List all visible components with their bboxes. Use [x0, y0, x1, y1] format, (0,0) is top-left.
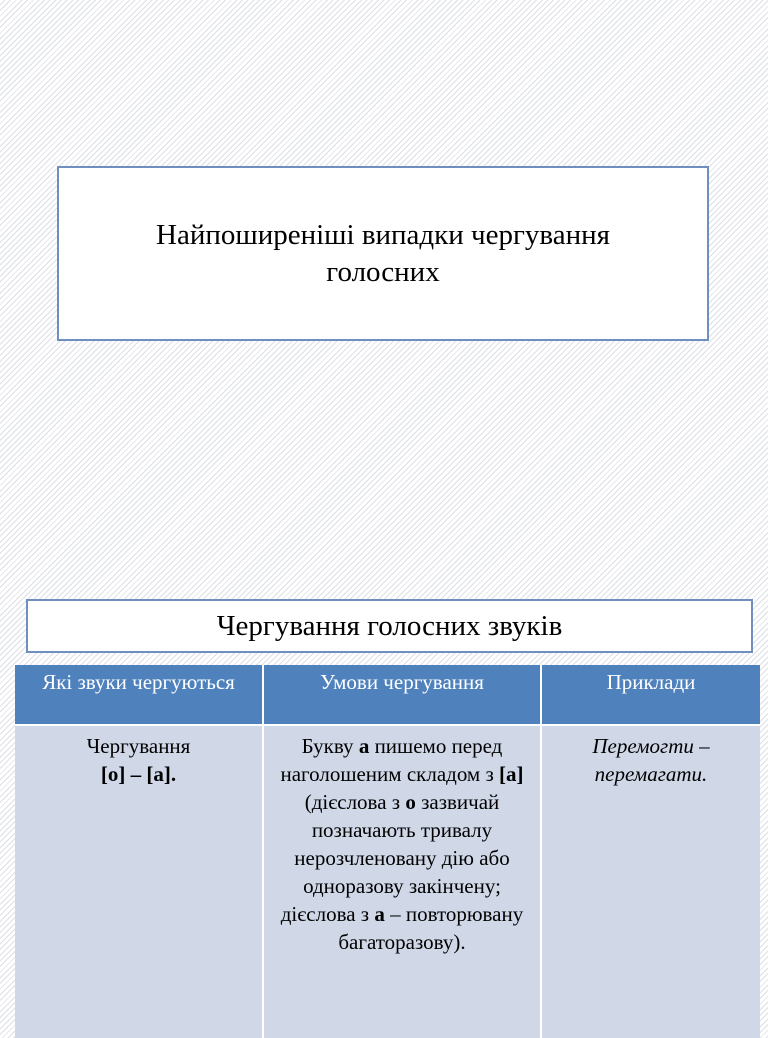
cell-sounds — [15, 725, 263, 1038]
cond-bold: [а] — [499, 762, 524, 786]
header-conditions: Умови чергування — [263, 665, 541, 725]
table-header-row — [15, 665, 760, 725]
cell-examples — [541, 725, 760, 1038]
table-row — [15, 725, 760, 1038]
cond-bold: а — [358, 734, 370, 758]
cond-text: – повторювану багаторазову). — [338, 902, 524, 954]
cond-text: (дієслова з — [304, 790, 406, 814]
sounds-label: Чергування — [86, 734, 191, 758]
cond-text: зазвичай позначають тривалу нерозчленовану дію або одноразову закінчену; дієслова з — [280, 790, 510, 926]
example-text: Перемогти – перемагати. — [592, 734, 710, 786]
cond-bold: о — [405, 790, 416, 814]
slide-heading: Чергування голосних звуків — [216, 609, 563, 642]
sounds-value: [о] – [а]. — [100, 762, 177, 786]
cond-bold: а — [374, 902, 385, 926]
heading-box — [26, 599, 753, 653]
header-examples: Приклади — [541, 665, 760, 725]
cond-text: Букву — [301, 734, 359, 758]
slide-bottom — [0, 574, 768, 1024]
cond-text: пишемо перед наголошеним складом з — [280, 734, 503, 786]
alternation-table — [15, 665, 760, 1038]
slide-title: Найпоширеніші випадки чергування голосних — [156, 218, 610, 288]
title-box — [57, 166, 709, 341]
header-sounds: Які звуки чергуються — [15, 665, 263, 725]
cell-conditions — [263, 725, 541, 1038]
